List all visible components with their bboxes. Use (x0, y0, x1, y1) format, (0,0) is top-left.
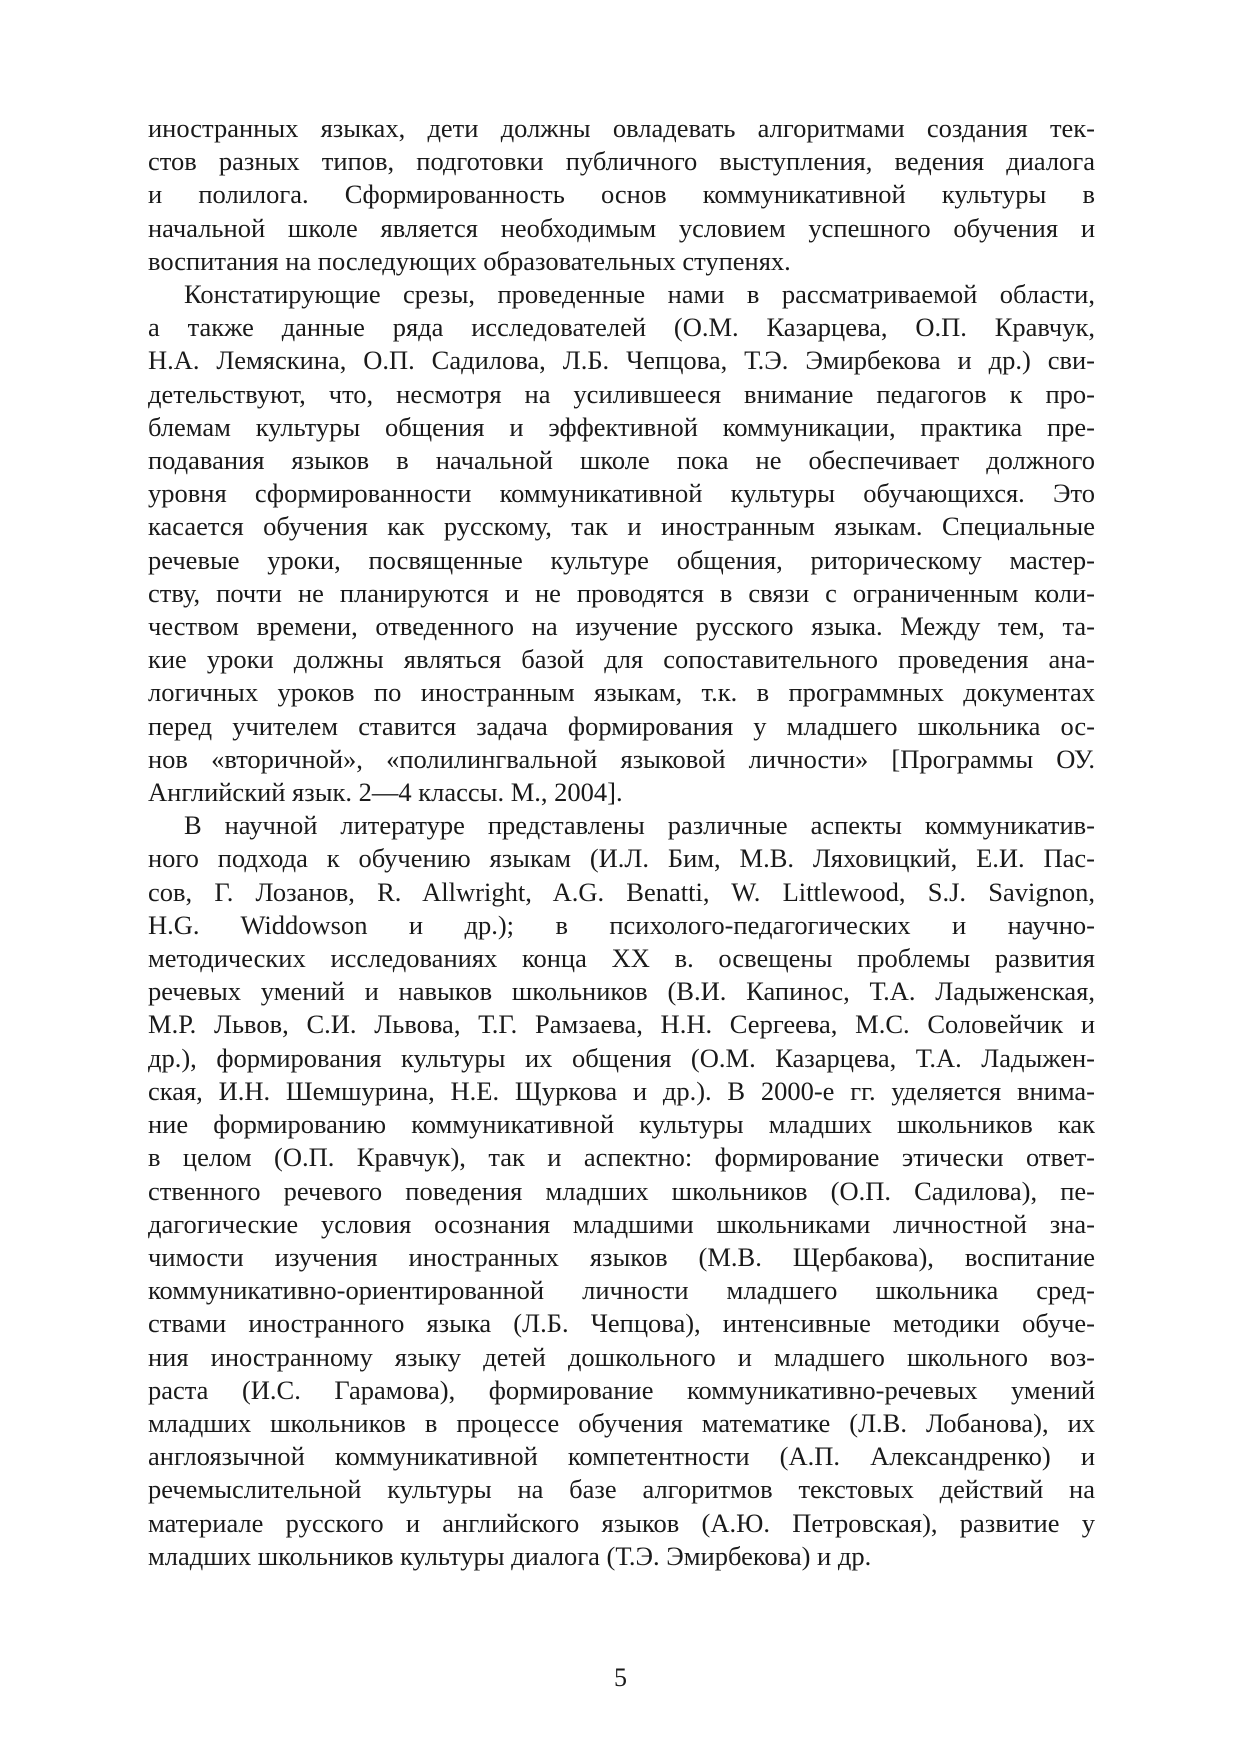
text-line: чимости изучения иностранных языков (М.В. Щербакова), воспитание (148, 1241, 1095, 1272)
text-line: логичных уроков по иностранным языкам, т.к. в программных документах (148, 677, 1095, 708)
text-line: кие уроки должны являться базой для сопоставительного проведения ана- (148, 644, 1095, 675)
text-line: ская, И.Н. Шемшурина, Н.Е. Щуркова и др.). В 2000-е гг. уделяется внима- (148, 1075, 1095, 1106)
text-line: англоязычной коммуникативной компетентности (А.П. Александренко) и (148, 1441, 1095, 1472)
text-line: иностранных языках, дети должны овладевать алгоритмами создания тек- (148, 113, 1095, 143)
text-line: материале русского и английского языков (А.Ю. Петровская), развитие у (148, 1507, 1095, 1538)
text-line: речевые уроки, посвященные культуре общения, риторическому мастер- (148, 544, 1095, 575)
text-line: М.Р. Львов, С.И. Львова, Т.Г. Рамзаева, Н.Н. Сергеева, М.С. Соловейчик и (148, 1009, 1095, 1040)
text-line: дагогические условия осознания младшими школьниками личностной зна- (148, 1208, 1095, 1239)
text-line: младших школьников культуры диалога (Т.Э. Эмирбекова) и др. (148, 1540, 872, 1571)
text-line: ния иностранному языку детей дошкольного и младшего школьного воз- (148, 1341, 1095, 1372)
text-line: подавания языков в начальной школе пока не обеспечивает должного (148, 445, 1095, 476)
text-line: H.G. Widdowson и др.); в психолого-педагогических и научно- (148, 909, 1095, 940)
paragraph-2 (148, 278, 1095, 809)
text-line: Английский язык. 2—4 классы. М., 2004]. (148, 777, 623, 808)
text-line: чеством времени, отведенного на изучение русского языка. Между тем, та- (148, 611, 1095, 642)
text-line: детельствуют, что, несмотря на усилившееся внимание педагогов к про- (148, 378, 1095, 409)
text-line: методических исследованиях конца XX в. освещены проблемы развития (148, 943, 1095, 974)
text-line: уровня сформированности коммуникативной культуры обучающихся. Это (148, 478, 1095, 509)
text-line: Констатирующие срезы, проведенные нами в рассматриваемой области, (184, 279, 1095, 310)
text-line: перед учителем ставится задача формирования у младшего школьника ос- (148, 710, 1095, 741)
text-line: речемыслительной культуры на базе алгоритмов текстовых действий на (148, 1474, 1095, 1505)
text-line: в целом (О.П. Кравчук), так и аспектно: формирование этически ответ- (148, 1142, 1095, 1173)
text-line: стов разных типов, подготовки публичного выступления, ведения диалога (148, 146, 1095, 177)
text-line: и полилога. Сформированность основ коммуникативной культуры в (148, 179, 1095, 210)
text-line: начальной школе является необходимым условием успешного обучения и (148, 212, 1095, 243)
text-line: младших школьников в процессе обучения математике (Л.В. Лобанова), их (148, 1407, 1095, 1438)
text-line: нов «вторичной», «полилингвальной языковой личности» [Программы ОУ. (148, 743, 1095, 774)
text-line: ствами иностранного языка (Л.Б. Чепцова), интенсивные методики обуче- (148, 1308, 1095, 1339)
text-line: воспитания на последующих образовательных ступенях. (148, 245, 791, 276)
paragraph-3 (148, 809, 1095, 1573)
text-line: коммуникативно-ориентированной личности младшего школьника сред- (148, 1275, 1095, 1306)
text-line: ству, почти не планируются и не проводятся в связи с ограниченным коли- (148, 577, 1095, 608)
text-line: а также данные ряда исследователей (О.М. Казарцева, О.П. Кравчук, (148, 312, 1095, 343)
text-line: ного подхода к обучению языкам (И.Л. Бим, М.В. Ляховицкий, Е.И. Пас- (148, 843, 1095, 874)
page-number: 5 (614, 1663, 627, 1692)
text-line: Н.А. Лемяскина, О.П. Садилова, Л.Б. Чепцова, Т.Э. Эмирбекова и др.) сви- (148, 345, 1095, 376)
text-line: др.), формирования культуры их общения (О.М. Казарцева, Т.А. Ладыжен- (148, 1042, 1095, 1073)
text-line: ственного речевого поведения младших школьников (О.П. Садилова), пе- (148, 1175, 1095, 1206)
text-line: сов, Г. Лозанов, R. Allwright, A.G. Benatti, W. Littlewood, S.J. Savignon, (148, 876, 1095, 907)
body-text (148, 112, 1095, 1573)
paragraph-1 (148, 112, 1095, 278)
text-line: В научной литературе представлены различные аспекты коммуникатив- (184, 810, 1095, 841)
text-line: касается обучения как русскому, так и иностранным языкам. Специальные (148, 511, 1095, 542)
text-line: блемам культуры общения и эффективной коммуникации, практика пре- (148, 411, 1095, 442)
text-line: речевых умений и навыков школьников (В.И. Капинос, Т.А. Ладыженская, (148, 976, 1095, 1007)
text-line: раста (И.С. Гарамова), формирование коммуникативно-речевых умений (148, 1374, 1095, 1405)
text-line: ние формированию коммуникативной культуры младших школьников как (148, 1109, 1095, 1140)
